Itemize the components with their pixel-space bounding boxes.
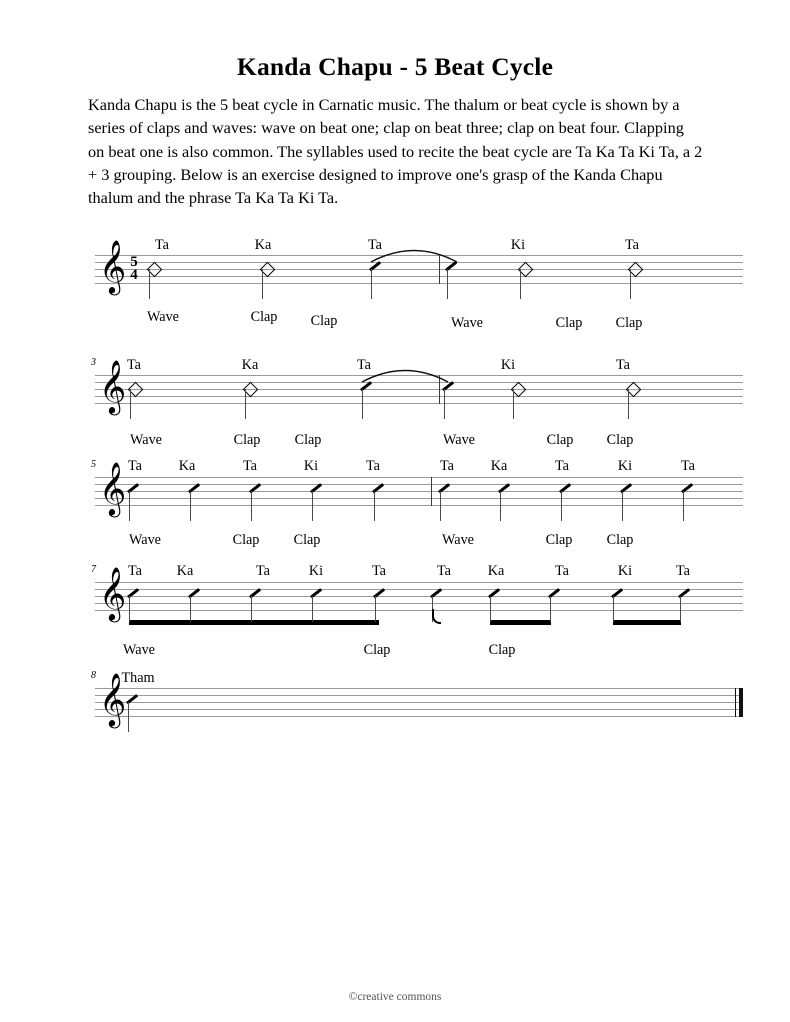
staff-line bbox=[95, 484, 743, 485]
intro-paragraph: Kanda Chapu is the 5 beat cycle in Carnatic music. The thalum or beat cycle is shown by a series of claps and waves: wave on beat one; clap on beat three; clap on beat four. Clapping on beat one is also common. The syllables used to recite the beat cycle are Ta Ka Ta Ki Ta, a 2 + 3 grouping. Below is an exercise designed to improve one's grasp of the Kanda Chapu thalum and the phrase Ta Ka Ta Ki Ta. bbox=[88, 95, 703, 208]
time-signature bbox=[126, 256, 142, 282]
note-stem bbox=[680, 596, 681, 622]
syllable-label: Ta bbox=[555, 563, 569, 579]
staff-line bbox=[95, 389, 743, 390]
staff-line bbox=[95, 589, 743, 590]
syllable-label: Ki bbox=[303, 458, 319, 474]
syllable-label: Ki bbox=[617, 458, 633, 474]
slash-notehead-icon bbox=[312, 486, 324, 497]
measure-number: 3 bbox=[91, 357, 96, 368]
syllable-label: Ta bbox=[366, 458, 380, 474]
note-stem bbox=[440, 491, 441, 521]
staff-line bbox=[95, 610, 743, 611]
note-stem bbox=[628, 389, 629, 419]
slash-notehead-icon bbox=[374, 486, 386, 497]
gesture-label: Wave bbox=[451, 315, 483, 331]
footer-credit: ©creative commons bbox=[348, 991, 442, 1003]
slash-notehead-icon bbox=[371, 264, 383, 275]
gesture-label: Wave bbox=[123, 642, 155, 658]
staff-line bbox=[95, 477, 743, 478]
note-stem bbox=[251, 596, 252, 622]
note-stem bbox=[630, 269, 631, 299]
beam bbox=[613, 620, 681, 625]
beam bbox=[490, 620, 551, 625]
eighth-flag-icon bbox=[432, 609, 441, 624]
slash-notehead-icon bbox=[375, 591, 387, 602]
syllable-label: Ta bbox=[128, 563, 142, 579]
syllable-label: Tham bbox=[121, 670, 155, 686]
syllable-label: Ta bbox=[368, 237, 382, 253]
syllable-label: Ka bbox=[176, 563, 194, 579]
beam bbox=[129, 620, 379, 625]
slash-notehead-icon bbox=[440, 486, 452, 497]
treble-clef-icon: 𝄞 bbox=[99, 672, 127, 726]
gesture-label: Clap bbox=[250, 309, 278, 325]
syllable-label: Ta bbox=[357, 357, 371, 373]
syllable-label: Ta bbox=[676, 563, 690, 579]
measure-number: 5 bbox=[91, 459, 96, 470]
final-barline-thin bbox=[735, 688, 736, 717]
staff-line bbox=[95, 498, 743, 499]
staff-line bbox=[95, 695, 743, 696]
slash-notehead-icon bbox=[447, 264, 459, 275]
note-stem bbox=[520, 269, 521, 299]
syllable-label: Ki bbox=[617, 563, 633, 579]
gesture-label: Clap bbox=[615, 315, 643, 331]
note-stem bbox=[362, 389, 363, 419]
staff-line bbox=[95, 283, 743, 284]
slash-notehead-icon bbox=[500, 486, 512, 497]
slash-notehead-icon bbox=[251, 486, 263, 497]
syllable-label: Ka bbox=[254, 237, 272, 253]
syllable-label: Ta bbox=[127, 357, 141, 373]
slash-notehead-icon bbox=[561, 486, 573, 497]
note-stem bbox=[371, 269, 372, 299]
slash-notehead-icon bbox=[312, 591, 324, 602]
syllable-label: Ki bbox=[510, 237, 526, 253]
gesture-label: Clap bbox=[232, 532, 260, 548]
gesture-label: Clap bbox=[555, 315, 583, 331]
note-stem bbox=[447, 269, 448, 299]
gesture-label: Clap bbox=[606, 432, 634, 448]
gesture-label: Wave bbox=[130, 432, 162, 448]
staff-lines bbox=[95, 688, 743, 717]
gesture-label: Clap bbox=[293, 532, 321, 548]
slash-notehead-icon bbox=[550, 591, 562, 602]
treble-clef-icon: 𝄞 bbox=[99, 359, 127, 413]
gesture-label: Wave bbox=[147, 309, 179, 325]
note-stem bbox=[500, 491, 501, 521]
syllable-label: Ki bbox=[308, 563, 324, 579]
slash-notehead-icon bbox=[362, 384, 374, 395]
staff-line bbox=[95, 582, 743, 583]
gesture-label: Clap bbox=[606, 532, 634, 548]
note-stem bbox=[444, 389, 445, 419]
syllable-label: Ta bbox=[372, 563, 386, 579]
note-stem bbox=[622, 491, 623, 521]
note-stem bbox=[130, 389, 131, 419]
slash-notehead-icon bbox=[190, 591, 202, 602]
syllable-label: Ta bbox=[243, 458, 257, 474]
treble-clef-icon: 𝄞 bbox=[99, 239, 127, 293]
syllable-label: Ka bbox=[487, 563, 505, 579]
note-stem bbox=[550, 596, 551, 622]
tie-slur bbox=[359, 363, 451, 385]
gesture-label: Clap bbox=[546, 432, 574, 448]
syllable-label: Ta bbox=[440, 458, 454, 474]
note-stem bbox=[490, 596, 491, 622]
gesture-label: Clap bbox=[545, 532, 573, 548]
time-signature-numerator: 5 bbox=[130, 254, 138, 270]
slash-notehead-icon bbox=[432, 591, 444, 602]
gesture-label: Clap bbox=[363, 642, 391, 658]
note-stem bbox=[128, 702, 129, 732]
staff-line bbox=[95, 688, 743, 689]
staff-line bbox=[95, 603, 743, 604]
slash-notehead-icon bbox=[490, 591, 502, 602]
syllable-label: Ka bbox=[490, 458, 508, 474]
slash-notehead-icon bbox=[129, 486, 141, 497]
note-stem bbox=[149, 269, 150, 299]
slash-notehead-icon bbox=[251, 591, 263, 602]
note-stem bbox=[683, 491, 684, 521]
note-stem bbox=[251, 491, 252, 521]
note-stem bbox=[245, 389, 246, 419]
note-stem bbox=[129, 596, 130, 622]
measure-number: 8 bbox=[91, 670, 96, 681]
syllable-label: Ta bbox=[128, 458, 142, 474]
syllable-label: Ka bbox=[241, 357, 259, 373]
gesture-label: Clap bbox=[294, 432, 322, 448]
treble-clef-icon: 𝄞 bbox=[99, 566, 127, 620]
staff-line bbox=[95, 505, 743, 506]
slash-notehead-icon bbox=[190, 486, 202, 497]
syllable-label: Ta bbox=[555, 458, 569, 474]
measure-number: 7 bbox=[91, 564, 96, 575]
syllable-label: Ta bbox=[256, 563, 270, 579]
syllable-label: Ki bbox=[500, 357, 516, 373]
staff-line bbox=[95, 716, 743, 717]
syllable-label: Ka bbox=[178, 458, 196, 474]
gesture-label: Wave bbox=[442, 532, 474, 548]
note-stem bbox=[129, 491, 130, 521]
syllable-label: Ta bbox=[625, 237, 639, 253]
syllable-label: Ta bbox=[616, 357, 630, 373]
slash-notehead-icon bbox=[613, 591, 625, 602]
staff-line bbox=[95, 276, 743, 277]
note-stem bbox=[374, 491, 375, 521]
syllable-label: Ta bbox=[437, 563, 451, 579]
note-stem bbox=[190, 596, 191, 622]
barline bbox=[431, 477, 432, 506]
syllable-label: Ta bbox=[155, 237, 169, 253]
note-stem bbox=[375, 596, 376, 622]
staff-line bbox=[95, 709, 743, 710]
note-stem bbox=[190, 491, 191, 521]
slash-notehead-icon bbox=[680, 591, 692, 602]
note-stem bbox=[561, 491, 562, 521]
gesture-label: Wave bbox=[443, 432, 475, 448]
note-stem bbox=[262, 269, 263, 299]
gesture-label: Wave bbox=[129, 532, 161, 548]
staff-line bbox=[95, 403, 743, 404]
note-stem bbox=[312, 596, 313, 622]
staff-line bbox=[95, 269, 743, 270]
note-stem bbox=[312, 491, 313, 521]
note-stem bbox=[613, 596, 614, 622]
page-title: Kanda Chapu - 5 Beat Cycle bbox=[236, 52, 554, 81]
slash-notehead-icon bbox=[128, 697, 140, 708]
slash-notehead-icon bbox=[683, 486, 695, 497]
slash-notehead-icon bbox=[444, 384, 456, 395]
note-stem bbox=[513, 389, 514, 419]
gesture-label: Clap bbox=[233, 432, 261, 448]
staff-line bbox=[95, 396, 743, 397]
syllable-label: Ta bbox=[681, 458, 695, 474]
staff-line bbox=[95, 702, 743, 703]
slash-notehead-icon bbox=[129, 591, 141, 602]
final-barline-thick bbox=[739, 688, 743, 717]
treble-clef-icon: 𝄞 bbox=[99, 461, 127, 515]
time-signature-denominator: 4 bbox=[130, 267, 138, 283]
slash-notehead-icon bbox=[622, 486, 634, 497]
gesture-label: Clap bbox=[488, 642, 516, 658]
gesture-label: Clap bbox=[310, 313, 338, 329]
